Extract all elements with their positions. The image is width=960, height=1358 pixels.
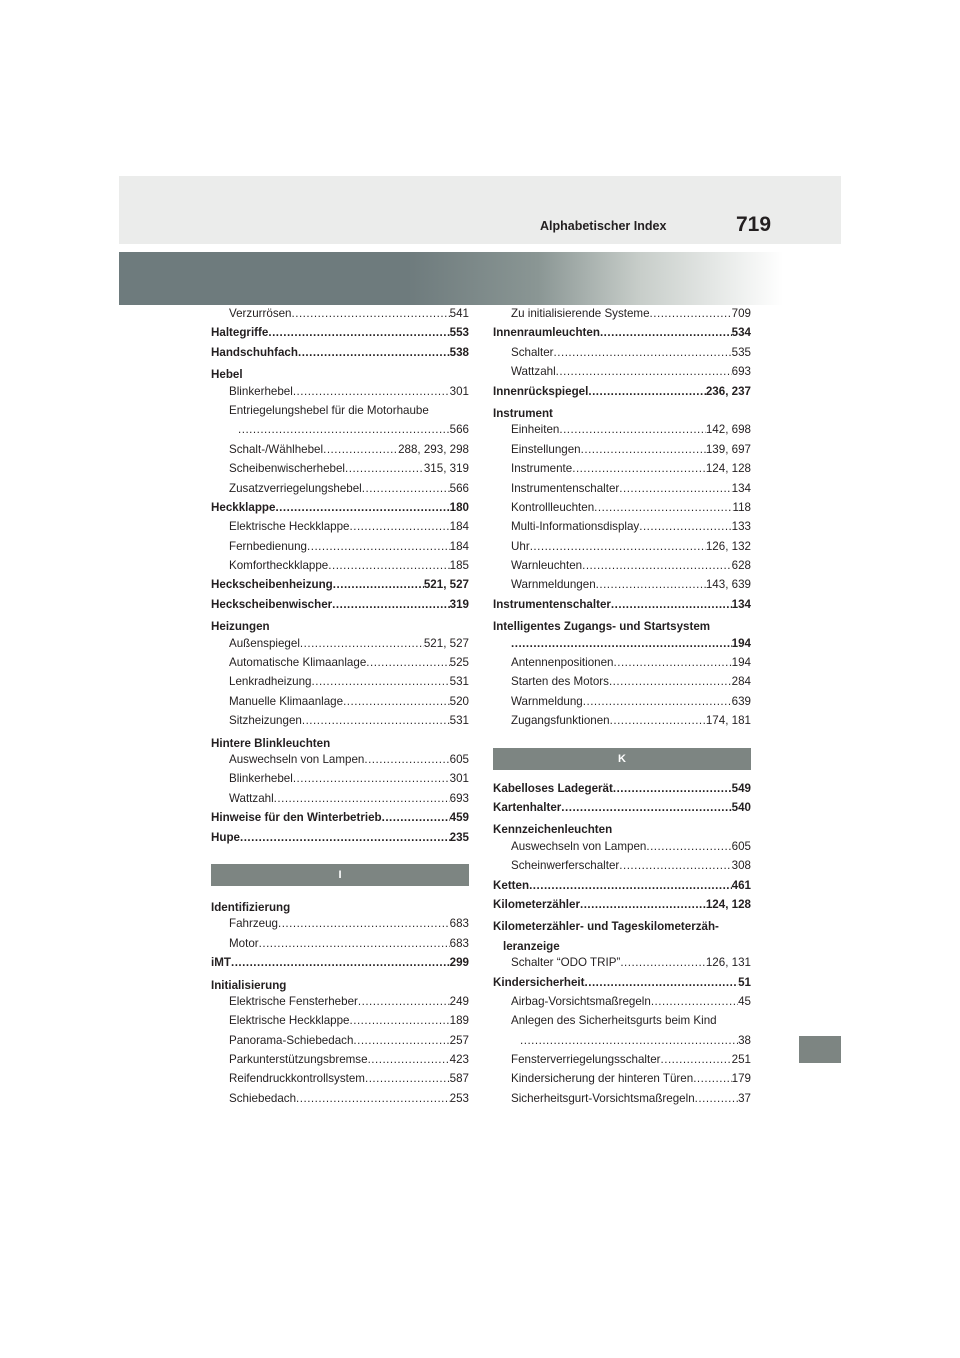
entry-label: Elektrische Heckklappe <box>229 520 350 534</box>
leader-dots <box>259 937 450 950</box>
leader-dots <box>275 501 449 514</box>
entry-page-ref: 139, 697 <box>705 442 751 456</box>
entry-page-ref: 423 <box>449 1053 469 1067</box>
leader-dots <box>268 326 449 339</box>
entry-page-ref: 459 <box>449 811 469 825</box>
entry-page-ref: 133 <box>731 520 751 534</box>
entry-label: Verzurrösen <box>229 307 292 320</box>
entry-page-ref: 319 <box>449 597 469 611</box>
index-column-right <box>493 307 751 1111</box>
leader-dots <box>619 859 731 872</box>
entry-page-ref: 693 <box>449 791 469 805</box>
entry-page-ref: 284 <box>731 675 751 689</box>
entry-page-ref: 288, 293, 298 <box>398 442 469 456</box>
index-heading-continuation: leranzeige <box>503 939 560 953</box>
index-subentry-text <box>493 1014 751 1033</box>
entry-label: Warnmeldung <box>511 694 583 708</box>
index-subentry <box>211 1053 469 1072</box>
entry-page-ref: 301 <box>449 384 469 398</box>
index-subentry <box>493 346 751 365</box>
entry-page-ref: 605 <box>731 839 751 853</box>
index-subentry <box>493 520 751 539</box>
entry-label: Blinkerhebel <box>229 384 293 398</box>
leader-dots <box>358 995 450 1008</box>
entry-page-ref: 126, 132 <box>705 539 751 553</box>
index-subentry <box>211 995 469 1014</box>
entry-label: Innenraumleuchten <box>493 326 600 340</box>
entry-page-ref: 126, 131 <box>705 956 751 970</box>
leader-dots <box>600 326 732 339</box>
leader-dots <box>368 1053 450 1066</box>
index-subentry <box>211 307 469 326</box>
index-subentry <box>211 423 469 442</box>
entry-page-ref: 461 <box>731 878 751 892</box>
entry-label: Starten des Motors <box>511 675 609 689</box>
entry-label: Sitzheizungen <box>229 714 302 728</box>
leader-dots <box>650 307 732 320</box>
index-subentry <box>493 675 751 694</box>
index-subentry <box>211 714 469 733</box>
entry-label: Hupe <box>211 830 240 844</box>
entry-label: Scheibenwischerhebel <box>229 462 346 476</box>
entry-label: Kabelloses Ladegerät <box>493 781 613 795</box>
index-subentry <box>493 1072 751 1091</box>
index-subentry <box>493 307 751 326</box>
leader-dots <box>611 598 732 611</box>
entry-page-ref: 683 <box>449 917 469 931</box>
leader-dots <box>693 1072 731 1085</box>
leader-dots <box>293 772 450 785</box>
leader-dots <box>580 898 706 911</box>
index-subentry <box>211 1072 469 1091</box>
header-section-title: Alphabetischer Index <box>540 219 667 233</box>
entry-label: Motor <box>229 936 259 950</box>
index-subentry <box>211 772 469 791</box>
leader-dots <box>323 443 398 456</box>
entry-page-ref: 534 <box>731 326 751 340</box>
entry-page-ref: 51 <box>738 975 751 989</box>
entry-page-ref: 521, 527 <box>423 578 469 592</box>
index-entry <box>493 976 751 995</box>
index-subentry <box>493 423 751 442</box>
index-subentry <box>493 501 751 520</box>
entry-label: Heckscheibenwischer <box>211 597 333 611</box>
entry-label: Uhr <box>511 539 530 553</box>
entry-page-ref: 628 <box>731 559 751 573</box>
entry-label: Warnmeldungen <box>511 578 596 592</box>
leader-dots <box>594 501 732 514</box>
index-entry <box>211 578 469 597</box>
entry-label: Einstellungen <box>511 442 581 456</box>
section-letter-bar: K <box>493 748 751 770</box>
section-letter-bar: I <box>211 864 469 886</box>
index-subentry <box>211 937 469 956</box>
entry-label: Instrumentenschalter <box>511 481 620 495</box>
entry-label: Automatische Klimaanlage <box>229 656 367 670</box>
entry-page-ref: 251 <box>731 1053 751 1067</box>
entry-page-ref: 531 <box>449 714 469 728</box>
leader-dots <box>559 423 706 436</box>
entry-page-ref: 194 <box>731 636 751 650</box>
entry-page-ref: 308 <box>731 859 751 873</box>
index-subentry <box>493 995 751 1014</box>
index-entry <box>211 326 469 345</box>
entry-label: Außenspiegel <box>229 636 300 650</box>
index-subentry <box>493 840 751 859</box>
leader-dots <box>298 346 450 359</box>
index-heading: Kilometerzähler- und Tageskilometerzäh- <box>493 920 719 934</box>
leader-dots <box>620 956 706 969</box>
entry-label: Warnleuchten <box>511 559 583 573</box>
entry-page-ref: 235 <box>449 830 469 844</box>
index-subentry <box>211 443 469 462</box>
index-subentry <box>211 559 469 578</box>
leader-dots <box>561 801 731 814</box>
leader-dots <box>582 559 732 572</box>
leader-dots <box>332 598 450 611</box>
entry-label: Wattzahl <box>511 365 556 379</box>
entry-page-ref: 605 <box>449 752 469 766</box>
entry-page-ref: 315, 319 <box>423 462 469 476</box>
index-entry <box>211 956 469 975</box>
leader-dots <box>609 675 732 688</box>
leader-dots <box>238 423 450 436</box>
entry-label: Schalt-/Wählhebel <box>229 442 324 456</box>
leader-dots <box>695 1092 738 1105</box>
index-subentry <box>211 1014 469 1033</box>
entry-label: Lenkradheizung <box>229 675 312 689</box>
entry-label: Schalter <box>511 345 554 359</box>
index-subentry <box>493 559 751 578</box>
entry-page-ref: 535 <box>731 345 751 359</box>
entry-page-ref: 301 <box>449 772 469 786</box>
index-subentry <box>493 695 751 714</box>
index-heading: Hebel <box>211 368 243 382</box>
index-subentry <box>211 482 469 501</box>
index-subentry <box>493 540 751 559</box>
index-subentry <box>493 1034 751 1053</box>
leader-dots <box>661 1053 732 1066</box>
page-header-bar <box>119 176 841 244</box>
entry-label: Fensterverriegelungsschalter <box>511 1053 661 1067</box>
leader-dots <box>382 811 450 824</box>
index-subentry <box>211 656 469 675</box>
index-entry <box>493 782 751 801</box>
entry-label: Kilometerzähler <box>493 897 580 911</box>
index-entry <box>211 831 469 850</box>
entry-label: Entriegelungshebel für die Motorhaube <box>229 403 429 417</box>
entry-label: Schiebedach <box>229 1091 297 1105</box>
leader-dots <box>511 637 732 650</box>
entry-page-ref: 189 <box>449 1014 469 1028</box>
header-banner <box>119 252 841 305</box>
leader-dots <box>530 540 706 553</box>
entry-label: Kindersicherung der hinteren Türen <box>511 1072 694 1086</box>
entry-label: Reifendruckkontrollsystem <box>229 1072 365 1086</box>
entry-page-ref: 693 <box>731 365 751 379</box>
entry-page-ref: 180 <box>449 500 469 514</box>
entry-label: Blinkerhebel <box>229 772 293 786</box>
index-subentry <box>211 540 469 559</box>
leader-dots <box>639 520 731 533</box>
entry-page-ref: 179 <box>731 1072 751 1086</box>
leader-dots <box>312 675 450 688</box>
index-entry <box>493 801 751 820</box>
index-column-left <box>211 307 469 1111</box>
entry-label: Instrumente <box>511 462 573 476</box>
index-entry <box>211 811 469 830</box>
index-entry <box>493 385 751 404</box>
leader-dots <box>572 462 706 475</box>
leader-dots <box>293 385 450 398</box>
entry-label: Airbag-Vorsichtsmaßregeln <box>511 994 651 1008</box>
leader-dots <box>350 520 450 533</box>
leader-dots <box>646 840 731 853</box>
entry-label: Zugangsfunktionen <box>511 714 610 728</box>
entry-label: Anlegen des Sicherheitsgurts beim Kind <box>511 1014 717 1028</box>
leader-dots <box>614 656 732 669</box>
entry-label: Auswechseln von Lampen <box>511 839 647 853</box>
leader-dots <box>333 578 424 591</box>
entry-page-ref: 521, 527 <box>423 636 469 650</box>
leader-dots <box>353 1034 449 1047</box>
index-subentry <box>493 365 751 384</box>
index-subentry <box>493 1092 751 1111</box>
leader-dots <box>588 385 706 398</box>
index-subentry <box>493 482 751 501</box>
index-subentry <box>493 578 751 597</box>
index-subentry <box>493 443 751 462</box>
leader-dots <box>520 1034 738 1047</box>
entry-page-ref: 142, 698 <box>705 423 751 437</box>
index-subentry <box>211 385 469 404</box>
leader-dots <box>307 540 450 553</box>
entry-page-ref: 553 <box>449 326 469 340</box>
entry-page-ref: 184 <box>449 539 469 553</box>
entry-label: Fernbedienung <box>229 539 307 553</box>
entry-page-ref: 124, 128 <box>705 897 751 911</box>
entry-page-ref: 299 <box>449 956 469 970</box>
entry-label: Innenrückspiegel <box>493 384 589 398</box>
leader-dots <box>231 956 450 969</box>
index-entry <box>211 501 469 520</box>
index-heading: Kennzeichenleuchten <box>493 823 613 837</box>
entry-page-ref: 236, 237 <box>705 384 751 398</box>
leader-dots <box>274 792 450 805</box>
index-subentry <box>211 1034 469 1053</box>
index-subentry <box>211 637 469 656</box>
entry-page-ref: 520 <box>449 694 469 708</box>
entry-page-ref: 174, 181 <box>705 714 751 728</box>
entry-page-ref: 538 <box>449 345 469 359</box>
leader-dots <box>300 637 424 650</box>
entry-label: Zusatzverriegelungshebel <box>229 481 362 495</box>
entry-page-ref: 134 <box>731 597 751 611</box>
thumb-index-tab <box>799 1036 841 1063</box>
entry-page-ref: 639 <box>731 694 751 708</box>
leader-dots <box>619 482 731 495</box>
entry-page-ref: 549 <box>731 781 751 795</box>
leader-dots <box>613 782 732 795</box>
entry-page-ref: 683 <box>449 936 469 950</box>
leader-dots <box>296 1092 450 1105</box>
entry-label: Heckscheibenheizung <box>211 578 333 592</box>
entry-page-ref: 185 <box>449 559 469 573</box>
index-subentry <box>211 917 469 936</box>
index-heading: Hintere Blinkleuchten <box>211 736 331 750</box>
entry-label: Parkunterstützungsbremse <box>229 1053 368 1067</box>
entry-label: Einheiten <box>511 423 560 437</box>
leader-dots <box>343 695 450 708</box>
entry-page-ref: 143, 639 <box>705 578 751 592</box>
index-subentry <box>493 714 751 733</box>
index-subentry <box>211 520 469 539</box>
index-heading: Intelligentes Zugangs- und Startsystem <box>493 620 711 634</box>
index-subentry <box>493 656 751 675</box>
leader-dots <box>328 559 449 572</box>
entry-page-ref: 566 <box>449 423 469 437</box>
index-heading: Heizungen <box>211 620 270 634</box>
index-subentry <box>493 1053 751 1072</box>
entry-page-ref: 257 <box>449 1033 469 1047</box>
leader-dots <box>529 879 732 892</box>
entry-page-ref: 540 <box>731 800 751 814</box>
leader-dots <box>350 1014 450 1027</box>
index-subentry <box>493 462 751 481</box>
entry-page-ref: 124, 128 <box>705 462 751 476</box>
leader-dots <box>651 995 738 1008</box>
leader-dots <box>610 714 706 727</box>
leader-dots <box>583 695 732 708</box>
entry-label: Sicherheitsgurt-Vorsichtsmaßregeln <box>511 1091 695 1105</box>
entry-label: Schalter “ODO TRIP” <box>511 956 621 970</box>
index-subentry <box>493 637 751 656</box>
leader-dots <box>596 578 706 591</box>
entry-page-ref: 587 <box>449 1072 469 1086</box>
entry-label: Kartenhalter <box>493 800 562 814</box>
leader-dots <box>585 976 739 989</box>
index-heading: Instrument <box>493 406 553 420</box>
leader-dots <box>556 365 732 378</box>
leader-dots <box>302 714 450 727</box>
entry-label: Hinweise für den Winterbetrieb <box>211 811 382 825</box>
index-subentry <box>211 753 469 772</box>
entry-label: Heckklappe <box>211 500 276 514</box>
index-heading: Initialisierung <box>211 978 287 992</box>
entry-page-ref: 709 <box>731 307 751 320</box>
entry-page-ref: 253 <box>449 1091 469 1105</box>
leader-dots <box>364 753 449 766</box>
index-subentry <box>211 675 469 694</box>
entry-label: Fahrzeug <box>229 917 278 931</box>
entry-label: Handschuhfach <box>211 345 298 359</box>
entry-page-ref: 541 <box>449 307 469 320</box>
entry-label: Elektrische Heckklappe <box>229 1014 350 1028</box>
entry-page-ref: 531 <box>449 675 469 689</box>
entry-page-ref: 38 <box>738 1033 751 1047</box>
index-subentry <box>211 1092 469 1111</box>
entry-label: Wattzahl <box>229 791 274 805</box>
index-entry <box>493 598 751 617</box>
leader-dots <box>362 482 450 495</box>
index-subentry <box>211 792 469 811</box>
leader-dots <box>345 462 424 475</box>
leader-dots <box>365 1072 450 1085</box>
entry-page-ref: 249 <box>449 994 469 1008</box>
entry-label: Scheinwerferschalter <box>511 859 620 873</box>
entry-page-ref: 45 <box>738 994 751 1008</box>
entry-label: Ketten <box>493 878 530 892</box>
entry-label: Manuelle Klimaanlage <box>229 694 344 708</box>
index-subentry <box>493 859 751 878</box>
entry-page-ref: 194 <box>731 656 751 670</box>
page-number: 719 <box>736 213 772 236</box>
entry-label: Antennenpositionen <box>511 656 614 670</box>
index-entry <box>493 879 751 898</box>
entry-page-ref: 566 <box>449 481 469 495</box>
leader-dots <box>240 831 450 844</box>
leader-dots <box>278 917 450 930</box>
entry-label: Instrumentenschalter <box>493 597 611 611</box>
entry-label: Komfortheckklappe <box>229 559 329 573</box>
leader-dots <box>581 443 706 456</box>
entry-label: Kontrollleuchten <box>511 500 595 514</box>
entry-page-ref: 184 <box>449 520 469 534</box>
entry-page-ref: 134 <box>731 481 751 495</box>
index-subentry <box>493 956 751 975</box>
index-entry <box>493 326 751 345</box>
index-entry <box>211 598 469 617</box>
index-subentry <box>211 695 469 714</box>
entry-label: Auswechseln von Lampen <box>229 752 365 766</box>
entry-label: iMT <box>211 956 231 970</box>
leader-dots <box>292 307 450 320</box>
entry-label: Kindersicherheit <box>493 975 585 989</box>
entry-label: Multi-Informationsdisplay <box>511 520 640 534</box>
leader-dots <box>554 346 732 359</box>
entry-label: Haltegriffe <box>211 326 269 340</box>
index-entry <box>493 898 751 917</box>
index-heading: Identifizierung <box>211 900 291 914</box>
index-subentry-text <box>211 404 469 423</box>
entry-page-ref: 525 <box>449 656 469 670</box>
entry-label: Zu initialisierende Systeme <box>511 307 650 320</box>
leader-dots <box>366 656 449 669</box>
entry-page-ref: 37 <box>738 1091 751 1105</box>
entry-label: Panorama-Schiebedach <box>229 1033 354 1047</box>
index-subentry <box>211 462 469 481</box>
entry-label: Elektrische Fensterheber <box>229 994 358 1008</box>
entry-page-ref: 118 <box>732 500 751 514</box>
index-entry <box>211 346 469 365</box>
